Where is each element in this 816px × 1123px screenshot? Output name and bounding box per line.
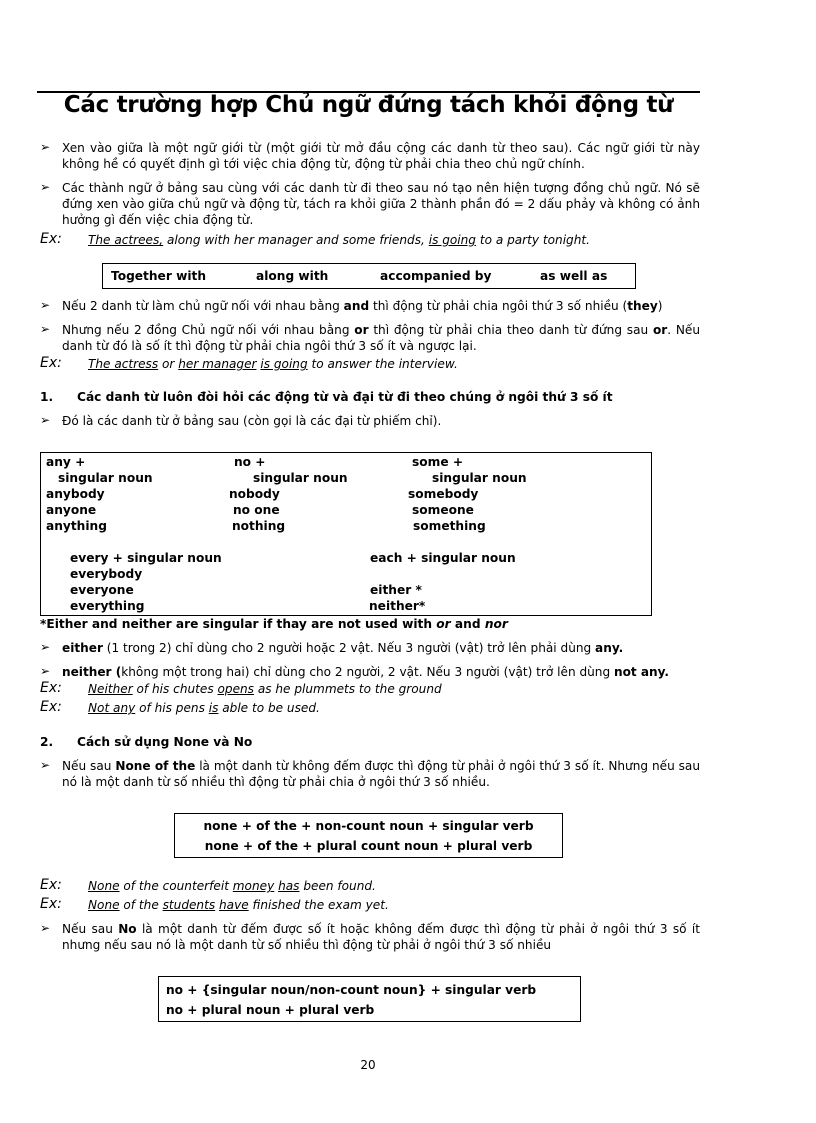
paragraph-neither: neither (không một trong hai) chỉ dùng cho 2 người, 2 vật. Nếu 3 người (vật) trở lên dùng not any. [62, 665, 670, 679]
grid-anything: anything [46, 519, 107, 533]
grid-nobody: nobody [229, 487, 280, 501]
grid-some-noun: singular noun [432, 471, 527, 485]
page-number: 20 [360, 1058, 376, 1072]
example-sentence-3: Neither of his chutes opens as he plummets to the ground [88, 682, 442, 696]
example-sentence-4: Not any of his pens is able to be used. [88, 701, 320, 715]
none-formula-plural: none + of the + plural count noun + plural verb [204, 839, 533, 853]
paragraph-either: either (1 trong 2) chỉ dùng cho 2 người hoặc 2 vật. Nếu 3 người (vật) trở lên phải dùng any. [62, 641, 624, 655]
grid-every: every + singular noun [70, 551, 222, 565]
section-heading-1: Các danh từ luôn đòi hỏi các động từ và đại từ đi theo chúng ở ngôi thứ 3 số ít [77, 390, 613, 404]
grid-anybody: anybody [46, 487, 105, 501]
paragraph-co-subject: Các thành ngữ ở bảng sau cùng với các danh từ đi theo sau nó tạo nên hiện tượng đồng chủ ngữ. Nó sẽ đứng xen vào giữa chủ ngữ và động từ, tách ra khỏi giữa 2 thành phần đó = 2 dấu phảy và không có ảnh hưởng gì đến việc chia động từ. [62, 181, 700, 228]
paragraph-or-rule: Nhưng nếu 2 đồng Chủ ngữ nối với nhau bằng or thì động từ phải chia theo danh từ đứng sau or. Nếu danh từ đó là số ít thì động từ phải chia ngôi thứ 3 số ít và ngược lại. [62, 323, 701, 354]
example-label: Ex: [40, 355, 62, 371]
phrase-as-well-as: as well as [540, 269, 608, 283]
bullet-icon: ➢ [40, 921, 51, 935]
grid-somebody: somebody [408, 487, 479, 501]
grid-some: some + [412, 455, 464, 469]
bullet-icon: ➢ [40, 758, 51, 772]
example-sentence-2: The actress or her manager is going to answer the interview. [88, 357, 458, 371]
paragraph-indefinite-pronouns: Đó là các danh từ ở bảng sau (còn gọi là các đại từ phiếm chỉ). [62, 414, 442, 428]
grid-someone: someone [412, 503, 474, 517]
example-label: Ex: [40, 896, 62, 912]
phrase-along-with: along with [256, 269, 329, 283]
bullet-icon: ➢ [40, 664, 51, 678]
example-sentence-5: None of the counterfeit money has been found. [88, 879, 376, 893]
grid-no-noun: singular noun [253, 471, 348, 485]
grid-no: no + [234, 455, 266, 469]
paragraph-no: Nếu sau No là một danh từ đếm được số ít hoặc không đếm được thì động từ phải ở ngôi thứ 3 số ít nhưng nếu sau nó là một danh từ số nhiều thì động từ phải ở ngôi thứ 3 số nhiều [62, 922, 700, 953]
grid-something: something [413, 519, 486, 533]
grid-neither: neither* [369, 599, 426, 613]
grid-everybody: everybody [70, 567, 143, 581]
example-sentence-6: None of the students have finished the exam yet. [88, 898, 389, 912]
section-heading-2: Cách sử dụng None và No [77, 735, 253, 749]
paragraph-none-of-the: Nếu sau None of the là một danh từ không đếm được thì động từ phải ở ngôi thứ 3 số ít. Nhưng nếu sau nó là một danh từ số nhiều thì động từ phải chia ở ngôi thứ 3 số nhiều. [62, 759, 701, 790]
no-formula-singular: no + {singular noun/non-count noun} + singular verb [166, 983, 537, 997]
phrase-accompanied-by: accompanied by [380, 269, 492, 283]
bullet-icon: ➢ [40, 140, 51, 154]
none-formula-singular: none + of the + non-count noun + singular verb [203, 819, 534, 833]
grid-any-noun: singular noun [58, 471, 153, 485]
no-formula-plural: no + plural noun + plural verb [166, 1003, 375, 1017]
bullet-icon: ➢ [40, 413, 51, 427]
grid-everything: everything [70, 599, 145, 613]
section-number-2: 2. [40, 735, 54, 749]
paragraph-preposition: Xen vào giữa là một ngữ giới từ (một giới từ mở đầu cộng các danh từ theo sau). Các ngữ giới từ này không hề có quyết định gì tới việc chia động từ, động từ phải chia theo chủ ngữ chính. [62, 141, 700, 172]
section-number-1: 1. [40, 390, 54, 404]
example-sentence-1: The actrees, along with her manager and some friends, is going to a party tonight. [88, 233, 590, 247]
paragraph-and-rule: Nếu 2 danh từ làm chủ ngữ nối với nhau bằng and thì động từ phải chia ngôi thứ 3 số nhiều (they) [62, 299, 663, 313]
bullet-icon: ➢ [40, 322, 51, 336]
bullet-icon: ➢ [40, 298, 51, 312]
example-label: Ex: [40, 699, 62, 715]
grid-anyone: anyone [46, 503, 97, 517]
example-label: Ex: [40, 680, 62, 696]
example-label: Ex: [40, 877, 62, 893]
page-title: Các trường hợp Chủ ngữ đứng tách khỏi động từ [63, 92, 674, 118]
grid-any: any + [46, 455, 86, 469]
either-neither-note: *Either and neither are singular if thay are not used with or and nor [40, 617, 508, 631]
bullet-icon: ➢ [40, 640, 51, 654]
grid-each: each + singular noun [370, 551, 516, 565]
bullet-icon: ➢ [40, 180, 51, 194]
grid-everyone: everyone [70, 583, 134, 597]
example-label: Ex: [40, 231, 62, 247]
phrase-together-with: Together with [111, 269, 207, 283]
grid-no-one: no one [233, 503, 280, 517]
grid-nothing: nothing [232, 519, 286, 533]
grid-either: either * [370, 583, 422, 597]
